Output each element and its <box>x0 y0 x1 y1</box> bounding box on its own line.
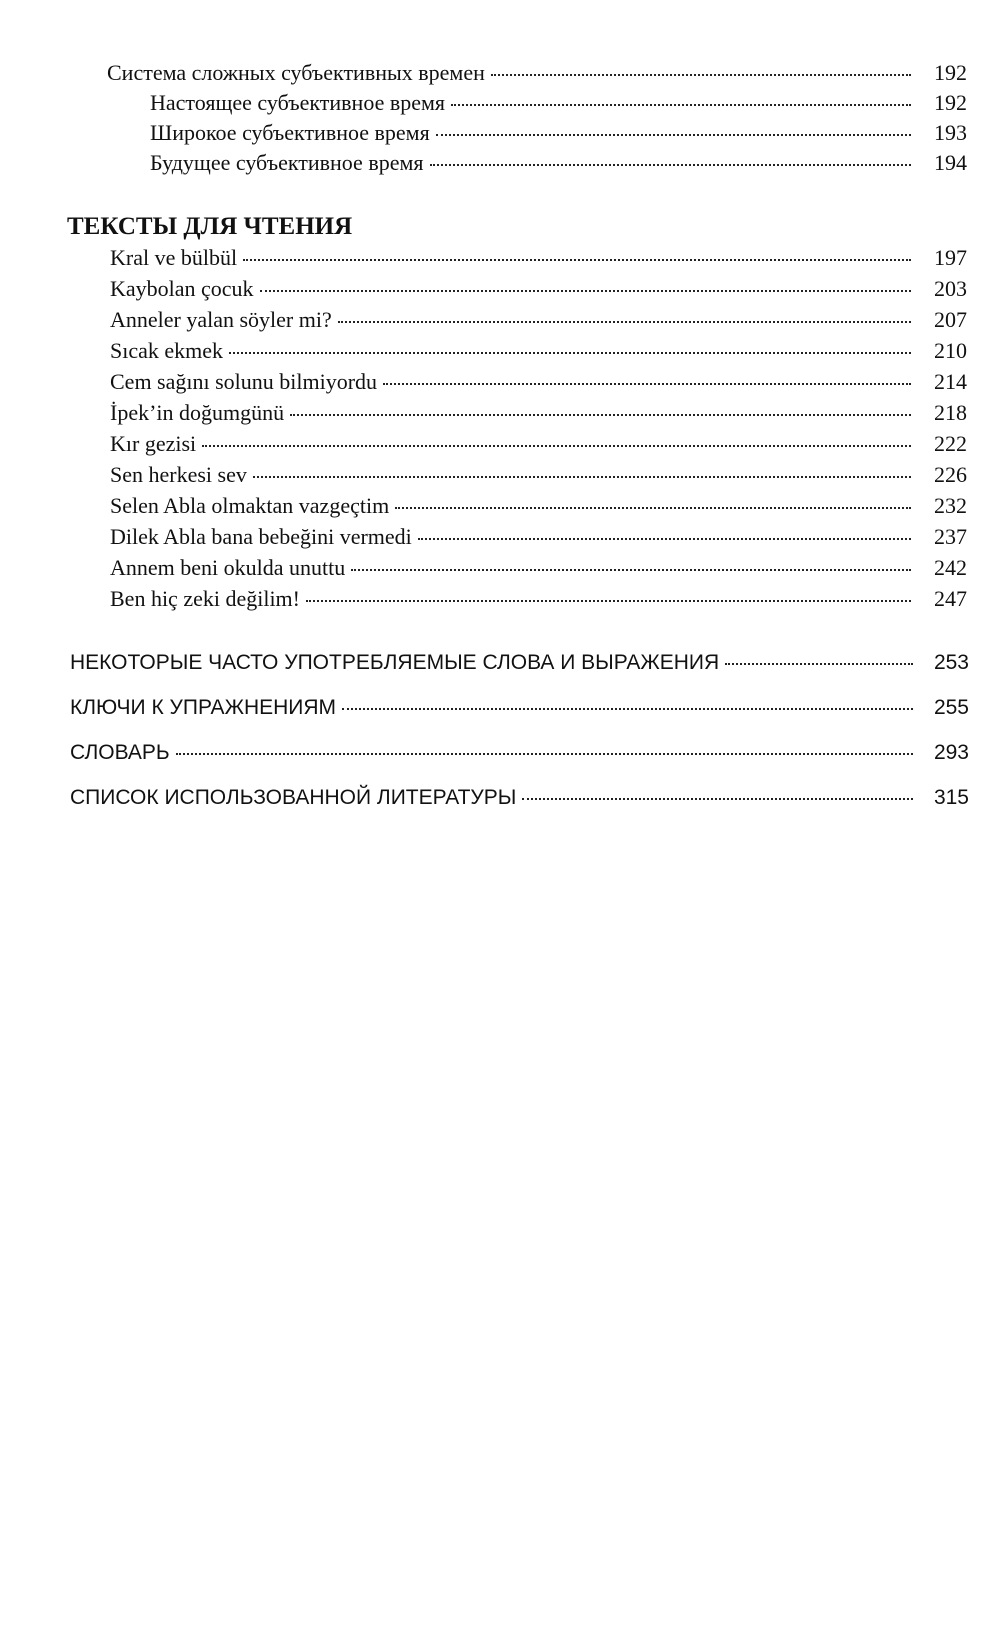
toc-entry-page: 194 <box>934 150 967 175</box>
toc-entry-page: 242 <box>934 555 967 580</box>
toc-entry <box>110 336 967 366</box>
toc-entry-title: Sen herkesi sev <box>110 462 247 487</box>
toc-entry-references <box>70 783 969 813</box>
toc-entry-page: 253 <box>933 651 969 674</box>
toc-entry <box>110 367 967 397</box>
toc-entry-page: 197 <box>934 245 967 270</box>
toc-entry <box>110 553 967 583</box>
toc-entry-title: Cem sağını solunu bilmiyordu <box>110 369 378 394</box>
toc-entry-title: Будущее субъективное время <box>150 150 424 175</box>
leader-dots <box>202 445 911 447</box>
leader-dots <box>351 569 911 571</box>
toc-entry-page: 210 <box>934 338 967 363</box>
leader-dots <box>306 600 911 602</box>
toc-entry-page: 193 <box>934 120 967 145</box>
leader-dots <box>451 104 911 106</box>
leader-dots <box>243 259 911 261</box>
toc-entry <box>110 429 967 459</box>
toc-entry-common-words <box>70 648 969 678</box>
toc-entry-title: Selen Abla olmaktan vazgeçtim <box>110 493 390 518</box>
toc-entry-page: 232 <box>934 493 967 518</box>
toc-entry-page: 192 <box>934 90 967 115</box>
leader-dots <box>522 798 913 800</box>
toc-entry-title: İpek’in doğumgünü <box>110 400 285 425</box>
toc-entry-subjective-tenses <box>107 58 967 88</box>
toc-entry-page: 222 <box>934 431 967 456</box>
toc-subentry <box>150 118 967 148</box>
toc-entry <box>110 274 967 304</box>
leader-dots <box>395 507 911 509</box>
toc-entry-title: Система сложных субъективных времен <box>107 60 485 85</box>
toc-entry-title: СПИСОК ИСПОЛЬЗОВАННОЙ ЛИТЕРАТУРЫ <box>70 786 517 809</box>
leader-dots <box>290 414 911 416</box>
toc-entry-title: Anneler yalan söyler mi? <box>110 307 332 332</box>
leader-dots <box>260 290 911 292</box>
toc-entry-title: Ben hiç zeki değilim! <box>110 586 300 611</box>
toc-subentry <box>150 88 967 118</box>
toc-entry-title: НЕКОТОРЫЕ ЧАСТО УПОТРЕБЛЯЕМЫЕ СЛОВА И ВЫРАЖЕНИЯ <box>70 651 720 674</box>
toc-entry-dictionary <box>70 738 969 768</box>
toc-entry-page: 255 <box>933 696 969 719</box>
toc-entry-page: 203 <box>934 276 967 301</box>
toc-entry-title: Dilek Abla bana bebeğini vermedi <box>110 524 412 549</box>
leader-dots <box>383 383 911 385</box>
toc-entry <box>110 243 967 273</box>
leader-dots <box>176 753 913 755</box>
toc-entry-page: 214 <box>934 369 967 394</box>
toc-entry-page: 218 <box>934 400 967 425</box>
toc-subentry <box>150 148 967 178</box>
leader-dots <box>430 164 911 166</box>
toc-entry-page: 247 <box>934 586 967 611</box>
toc-entry <box>110 305 967 335</box>
toc-entry-page: 315 <box>933 786 969 809</box>
toc-entry <box>110 491 967 521</box>
toc-entry-answer-keys <box>70 693 969 723</box>
toc-entry-title: КЛЮЧИ К УПРАЖНЕНИЯМ <box>70 696 337 719</box>
toc-entry-title: Настоящее субъективное время <box>150 90 446 115</box>
toc-entry-page: 207 <box>934 307 967 332</box>
toc-entry-title: СЛОВАРЬ <box>70 741 170 764</box>
toc-entry-title: Annem beni okulda unuttu <box>110 555 346 580</box>
section-heading-reading-texts: ТЕКСТЫ ДЛЯ ЧТЕНИЯ <box>67 213 353 240</box>
toc-entry-title: Kaybolan çocuk <box>110 276 254 301</box>
toc-entry <box>110 522 967 552</box>
leader-dots <box>491 74 911 76</box>
toc-entry-page: 293 <box>933 741 969 764</box>
toc-entry-title: Kır gezisi <box>110 431 197 456</box>
toc-entry-title: Широкое субъективное время <box>150 120 430 145</box>
leader-dots <box>725 663 913 665</box>
leader-dots <box>342 708 913 710</box>
toc-entry <box>110 398 967 428</box>
toc-entry-title: Sıcak ekmek <box>110 338 224 363</box>
toc-entry <box>110 584 967 614</box>
leader-dots <box>229 352 911 354</box>
leader-dots <box>436 134 911 136</box>
toc-entry <box>110 460 967 490</box>
toc-entry-page: 226 <box>934 462 967 487</box>
leader-dots <box>338 321 911 323</box>
toc-entry-title: Kral ve bülbül <box>110 245 238 270</box>
leader-dots <box>253 476 911 478</box>
toc-entry-page: 237 <box>934 524 967 549</box>
toc-entry-page: 192 <box>934 60 967 85</box>
leader-dots <box>418 538 911 540</box>
